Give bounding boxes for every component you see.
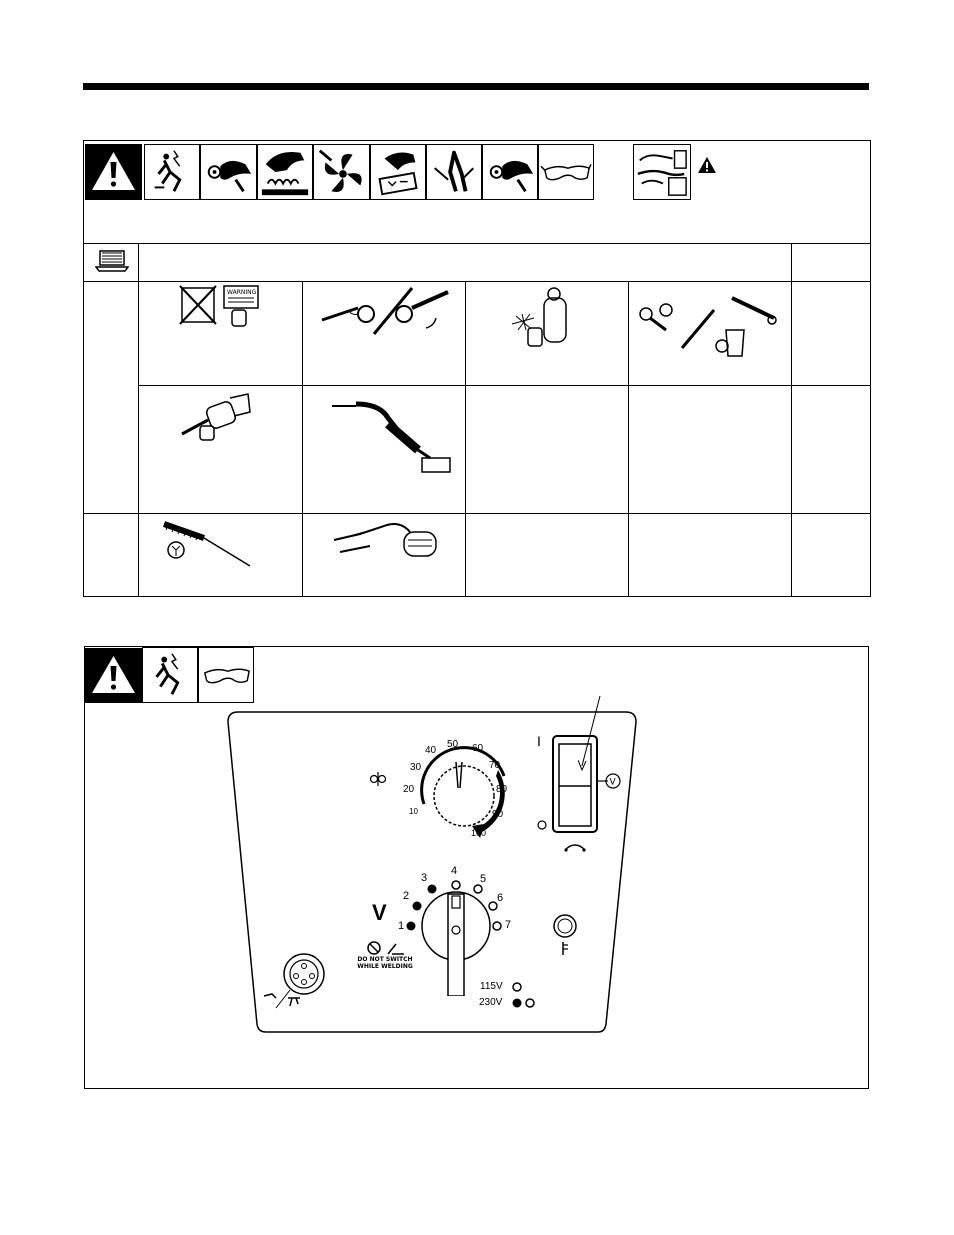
- welding-gun-icon: [328, 398, 452, 474]
- position-7: 7: [505, 919, 512, 931]
- voltage-230-label: 230V: [479, 997, 503, 1008]
- dial-tick-60: 60: [472, 743, 484, 754]
- circuit-breaker-icon: [563, 842, 587, 852]
- hot-parts-hand-icon: [370, 144, 426, 200]
- panel-electric-shock-icon: [142, 647, 198, 703]
- voltage-indicators: [508, 980, 540, 1010]
- header-rule: [83, 83, 869, 90]
- wire-brush-icon: [158, 516, 252, 570]
- dial-tick-30: 30: [410, 762, 422, 773]
- switch-off-icon: [537, 820, 547, 830]
- panel-safety-glasses-icon: [198, 647, 254, 703]
- svg-text:V: V: [609, 777, 616, 788]
- drive-rolls-icon: [482, 144, 538, 200]
- dial-tick-70: 70: [489, 760, 501, 771]
- wire-feed-icon: [370, 772, 386, 786]
- fan-icon: [313, 144, 370, 200]
- dial-tick-10: 10: [409, 807, 418, 816]
- hot-parts-icon: [257, 144, 313, 200]
- svg-text:WARNING: WARNING: [227, 289, 257, 296]
- no-switch-welding-icon: [366, 940, 406, 956]
- dial-tick-100: 100: [471, 828, 487, 838]
- dial-tick-20: 20: [403, 784, 415, 795]
- thermal-overload-light: [553, 914, 577, 938]
- switch-on-label: I: [537, 733, 541, 749]
- position-2: 2: [403, 890, 410, 902]
- position-4: 4: [451, 865, 458, 877]
- gun-trigger-icon: [262, 988, 304, 1010]
- position-dots: [405, 880, 507, 934]
- do-not-switch-warning: [354, 956, 416, 970]
- position-1: 1: [398, 920, 405, 932]
- warning-exclamation-icon: [85, 144, 142, 200]
- position-3: 3: [421, 872, 428, 884]
- dial-tick-80: 80: [496, 784, 508, 795]
- electric-shock-icon: [144, 144, 200, 200]
- label-replace-icon: [178, 284, 260, 330]
- replace-parts-icon: [636, 290, 780, 358]
- voltage-output-icon: [598, 772, 622, 790]
- warning-triangle-icon: [697, 156, 717, 174]
- vacuum-gun-icon: [330, 516, 438, 562]
- dial-tick-50: 50: [447, 739, 459, 750]
- wire-speed-dial[interactable]: [402, 740, 532, 840]
- pinch-point-icon: [426, 144, 482, 200]
- leader-line: [578, 694, 602, 774]
- contact-tip-icon: [178, 390, 254, 444]
- clean-tighten-icon: [318, 284, 456, 340]
- moving-parts-icon: [200, 144, 257, 200]
- position-5: 5: [480, 873, 487, 885]
- do-not-switch-line2: WHILE WELDING: [357, 963, 413, 970]
- dial-tick-40: 40: [425, 745, 437, 756]
- position-6: 6: [497, 892, 504, 904]
- computer-manual-icon: [95, 249, 129, 273]
- panel-warning-exclamation-icon: [85, 648, 142, 703]
- voltage-115-label: 115V: [480, 981, 503, 992]
- do-not-switch-line1: DO NOT SWITCH: [357, 956, 413, 963]
- disconnect-power-icon: [633, 144, 691, 200]
- safety-glasses-icon: [538, 144, 594, 200]
- voltage-label: V: [372, 900, 387, 925]
- thermometer-icon: [560, 941, 570, 957]
- gas-cylinder-check-icon: [508, 284, 582, 350]
- dial-tick-90: 90: [492, 809, 504, 820]
